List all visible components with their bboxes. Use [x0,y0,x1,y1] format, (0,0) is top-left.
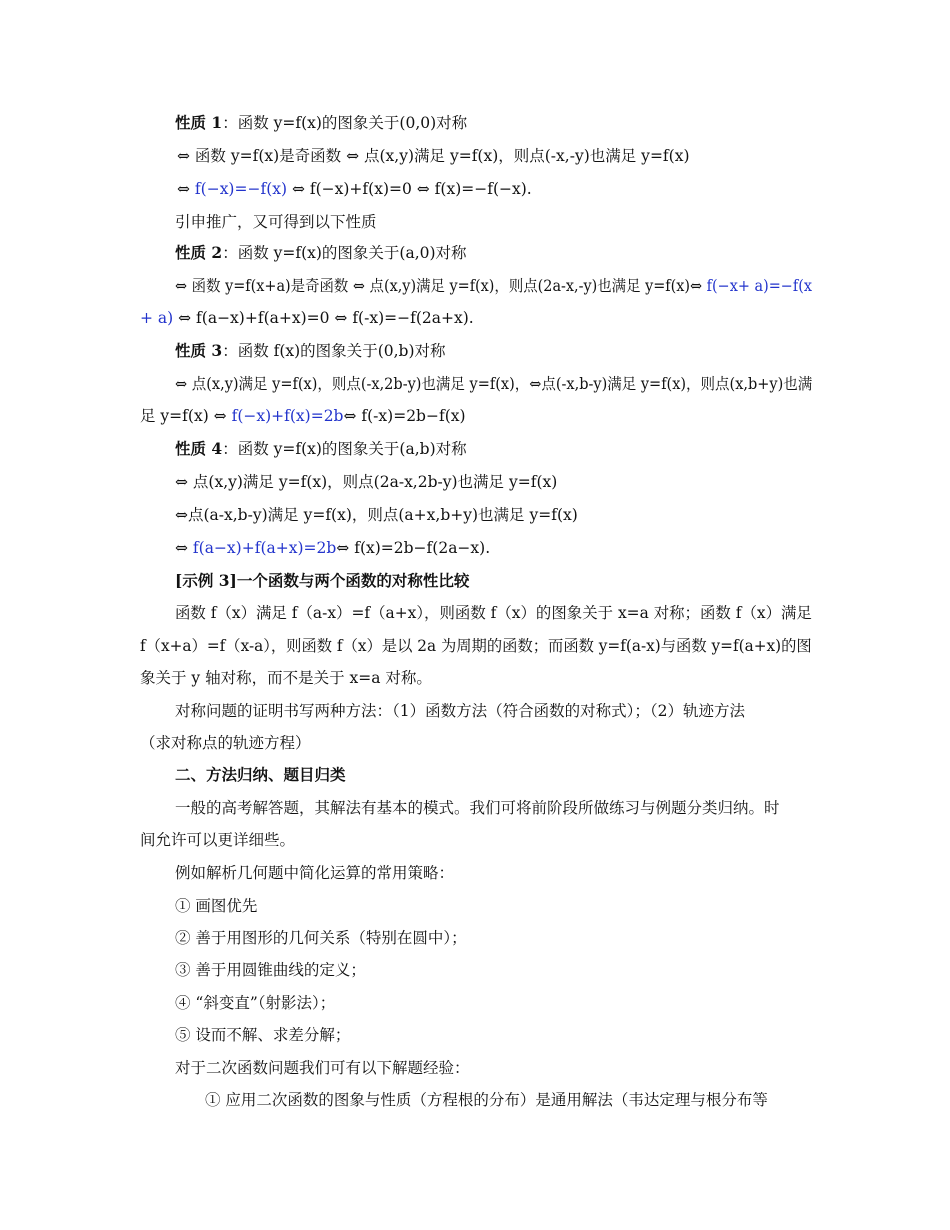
highlighted-formula: f(a−x)+f(a+x)=2b [192,539,337,557]
property-1-statement: ：函数 y=f(x)的图象关于(0,0)对称 [222,114,468,132]
property-4-line-2 [175,505,578,525]
text: 足 y=f(x) ⇔ [140,407,232,425]
text: 对称问题的证明书写两种方法：（1）函数方法（符合函数的对称式）；（2）轨迹方法 [175,702,745,720]
property-1-label: 性质 1 [175,113,223,132]
text: 引申推广，又可得到以下性质 [175,213,377,231]
strategy-item-3 [175,960,366,980]
property-1-title [175,113,467,133]
strategy-item-5 [175,1025,350,1045]
property-2-label: 性质 2 [175,243,223,262]
quadratic-intro [175,1058,470,1078]
text: ① 画图优先 [175,897,258,915]
section-2-line-1 [175,798,780,818]
text: ② 善于用图形的几何关系（特别在圆中）； [175,929,467,947]
example-3-line-1 [175,603,812,623]
heading: 二、方法归纳、题目归类 [175,765,346,784]
text: 一般的高考解答题，其解法有基本的模式。我们可将前阶段所做练习与例题分类归纳。时 [175,799,780,817]
section-2-heading [175,765,346,785]
text: ⇔ f(−x)+f(x)=0 ⇔ f(x)=−f(−x). [287,180,532,198]
text: 例如解析几何题中简化运算的常用策略： [175,864,455,882]
text: ⇔ [177,180,195,198]
text: f（x+a）=f（x-a），则函数 f（x）是以 2a 为周期的函数；而函数 y=f(a-x)与函数 y=f(a+x)的图 [140,637,812,655]
property-2-line-2 [140,308,474,328]
text: ⇔ f(-x)=2b−f(x) [343,407,466,425]
highlighted-formula: + a) [140,309,174,327]
strategies-intro [175,863,454,883]
property-3-line-2 [140,406,466,426]
extension-note [175,212,377,232]
text: ⇔ 函数 y=f(x+a)是奇函数 ⇔ 点(x,y)满足 y=f(x)，则点(2a-x,-y)也满足 y=f(x)⇔ [175,277,707,295]
proof-methods-line-2 [140,733,311,753]
property-3-statement: ：函数 f(x)的图象关于(0,b)对称 [222,342,446,360]
text: ⇔ f(x)=2b−f(2a−x). [336,539,491,557]
text: 间允许可以更详细些。 [140,831,296,849]
highlighted-formula: f(−x+ a)=−f(x [706,277,812,295]
property-4-title [175,439,467,459]
text: 对于二次函数问题我们可有以下解题经验： [175,1059,470,1077]
property-4-line-1 [175,472,557,492]
section-2-line-2 [140,830,295,850]
strategy-item-2 [175,928,467,948]
property-3-label: 性质 3 [175,341,223,360]
property-2-statement: ：函数 y=f(x)的图象关于(a,0)对称 [222,244,467,262]
text: ⇔ 点(x,y)满足 y=f(x)，则点(-x,2b-y)也满足 y=f(x)，⇔点(-x,b-y)满足 y=f(x)，则点(x,b+y)也满 [175,375,813,393]
property-1-line-2 [177,179,532,199]
property-2-title [175,243,467,263]
text: ⇔点(a-x,b-y)满足 y=f(x)，则点(a+x,b+y)也满足 y=f(x) [175,506,578,524]
text: 函数 f（x）满足 f（a-x）=f（a+x），则函数 f（x）的图象关于 x=a 对称；函数 f（x）满足 [175,604,812,622]
property-1-line-1 [177,146,690,166]
highlighted-formula: f(−x)=−f(x) [194,180,288,198]
text: ④ “斜变直”（射影法）； [175,994,336,1012]
text: ⇔ 函数 y=f(x)是奇函数 ⇔ 点(x,y)满足 y=f(x)，则点(-x,-y)也满足 y=f(x) [177,147,690,165]
property-4-line-3 [175,538,490,558]
strategy-item-1 [175,896,257,916]
example-3-line-3 [140,668,432,688]
property-4-statement: ：函数 y=f(x)的图象关于(a,b)对称 [222,440,467,458]
strategy-item-4 [175,993,335,1013]
heading: [示例 3]一个函数与两个函数的对称性比较 [175,571,470,590]
text: ⇔ 点(x,y)满足 y=f(x)，则点(2a-x,2b-y)也满足 y=f(x) [175,473,558,491]
quadratic-item-1 [205,1090,768,1110]
example-3-line-2 [140,636,812,656]
proof-methods-line-1 [175,701,745,721]
text: （求对称点的轨迹方程） [140,734,311,752]
text: ⇔ [175,539,193,557]
text: ① 应用二次函数的图象与性质（方程根的分布）是通用解法（韦达定理与根分布等 [205,1091,768,1109]
property-4-label: 性质 4 [175,439,223,458]
text: ⇔ f(a−x)+f(a+x)=0 ⇔ f(-x)=−f(2a+x). [173,309,474,327]
text: ⑤ 设而不解、求差分解； [175,1026,351,1044]
property-3-line-1 [175,374,812,394]
property-3-title [175,341,446,361]
text: ③ 善于用圆锥曲线的定义； [175,961,366,979]
highlighted-formula: f(−x)+f(x)=2b [231,407,344,425]
text: 象关于 y 轴对称，而不是关于 x=a 对称。 [140,669,432,687]
example-3-title [175,571,469,591]
property-2-line-1 [175,276,812,296]
